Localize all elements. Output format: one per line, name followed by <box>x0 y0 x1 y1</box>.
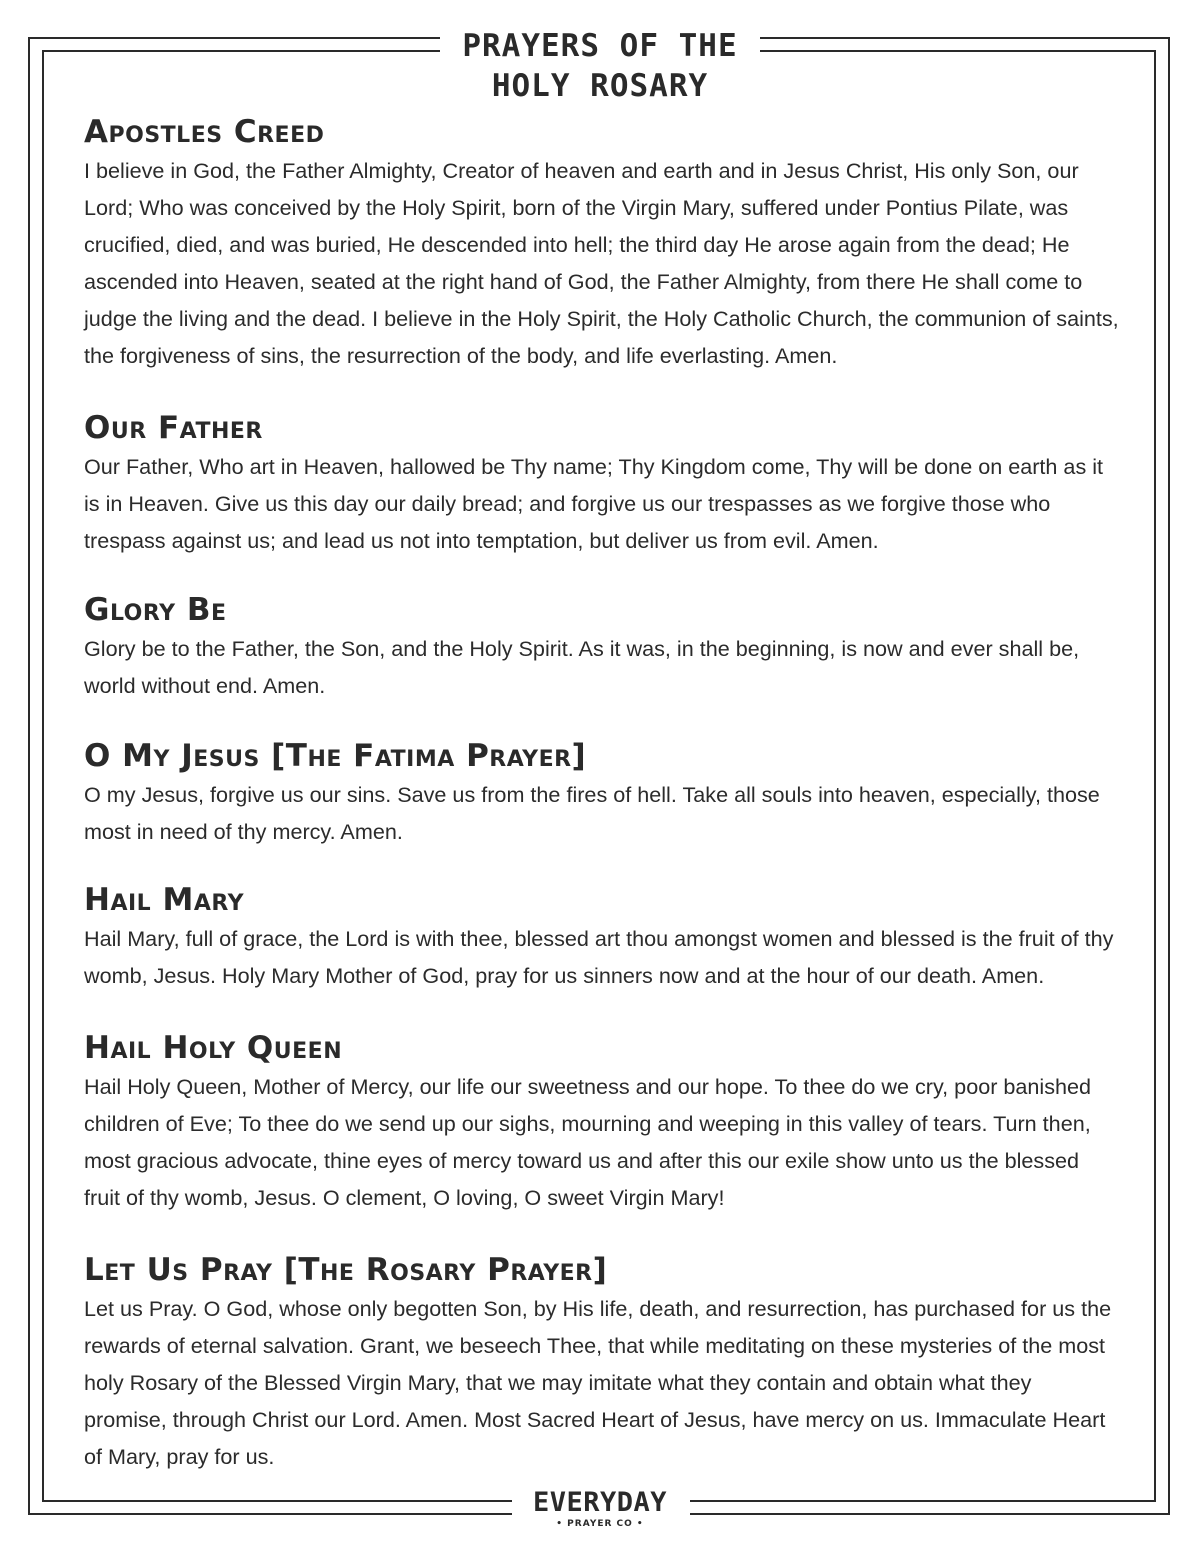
page-title-line-1: PRAYERS OF THE <box>462 28 738 64</box>
prayer-heading: Apostles Creed <box>84 114 325 150</box>
prayer-text: Our Father, Who art in Heaven, hallowed be Thy name; Thy Kingdom come, Thy will be done on earth as it is in Heaven. Give us this day our daily bread; and forgive us our trespasses as we forgive those who trespass against us; and lead us not into temptation, but deliver us from evil. Amen. <box>84 454 1104 553</box>
prayer-heading: Glory Be <box>84 592 227 628</box>
brand-logo-word: EVERYDAY <box>532 1487 668 1518</box>
prayer-our-father <box>84 408 1120 559</box>
prayer-o-my-jesus <box>84 736 1120 850</box>
page-title <box>430 26 770 106</box>
prayer-list <box>84 112 1120 1475</box>
prayer-heading: Let Us Pray [The Rosary Prayer] <box>84 1252 608 1288</box>
prayer-text: Glory be to the Father, the Son, and the Holy Spirit. As it was, in the beginning, is now and ever shall be, world without end. Amen. <box>84 636 1080 698</box>
prayer-glory-be <box>84 590 1120 704</box>
page-title-line-2: HOLY ROSARY <box>491 68 709 104</box>
prayer-hail-holy-queen <box>84 1028 1120 1216</box>
prayer-heading: Hail Holy Queen <box>84 1030 343 1066</box>
prayer-heading: Hail Mary <box>84 882 245 918</box>
prayer-text: Hail Holy Queen, Mother of Mercy, our life our sweetness and our hope. To thee do we cry, poor banished children of Eve; To thee do we send up our sighs, mourning and weeping in this valley of tears. Turn then, most gracious advocate, thine eyes of mercy toward us and after this our exile show unto us the blessed fruit of thy womb, Jesus. O clement, O loving, O sweet Virgin Mary! <box>84 1074 1092 1210</box>
prayer-text: I believe in God, the Father Almighty, Creator of heaven and earth and in Jesus Christ, His only Son, our Lord; Who was conceived by the Holy Spirit, born of the Virgin Mary, suffered under Pontius Pilate, was crucified, died, and was buried, He descended into hell; the third day He arose again from the dead; He ascended into Heaven, seated at the right hand of God, the Father Almighty, from there He shall come to judge the living and the dead. I believe in the Holy Spirit, the Holy Catholic Church, the communion of saints, the forgiveness of sins, the resurrection of the body, and life everlasting. Amen. <box>84 158 1119 368</box>
prayer-let-us-pray <box>84 1250 1120 1475</box>
prayer-apostles-creed <box>84 112 1120 374</box>
prayer-hail-mary <box>84 880 1120 994</box>
prayer-text: Let us Pray. O God, whose only begotten Son, by His life, death, and resurrection, has purchased for us the rewards of eternal salvation. Grant, we beseech Thee, that while meditating on these mysteries of the most holy Rosary of the Blessed Virgin Mary, that we may imitate what they contain and obtain what they promise, through Christ our Lord. Amen. Most Sacred Heart of Jesus, have mercy on us. Immaculate Heart of Mary, pray for us. <box>84 1296 1112 1469</box>
prayer-heading: Our Father <box>84 410 263 446</box>
prayer-heading: O My Jesus [The Fatima Prayer] <box>84 738 587 774</box>
brand-logo <box>520 1488 680 1530</box>
prayer-text: Hail Mary, full of grace, the Lord is with thee, blessed art thou amongst women and blessed is the fruit of thy womb, Jesus. Holy Mary Mother of God, pray for us sinners now and at the hour of our death. Amen. <box>84 926 1114 988</box>
brand-logo-subtitle: • PRAYER CO • <box>556 1519 644 1529</box>
prayer-text: O my Jesus, forgive us our sins. Save us from the fires of hell. Take all souls into heaven, especially, those most in need of thy mercy. Amen. <box>84 782 1100 844</box>
